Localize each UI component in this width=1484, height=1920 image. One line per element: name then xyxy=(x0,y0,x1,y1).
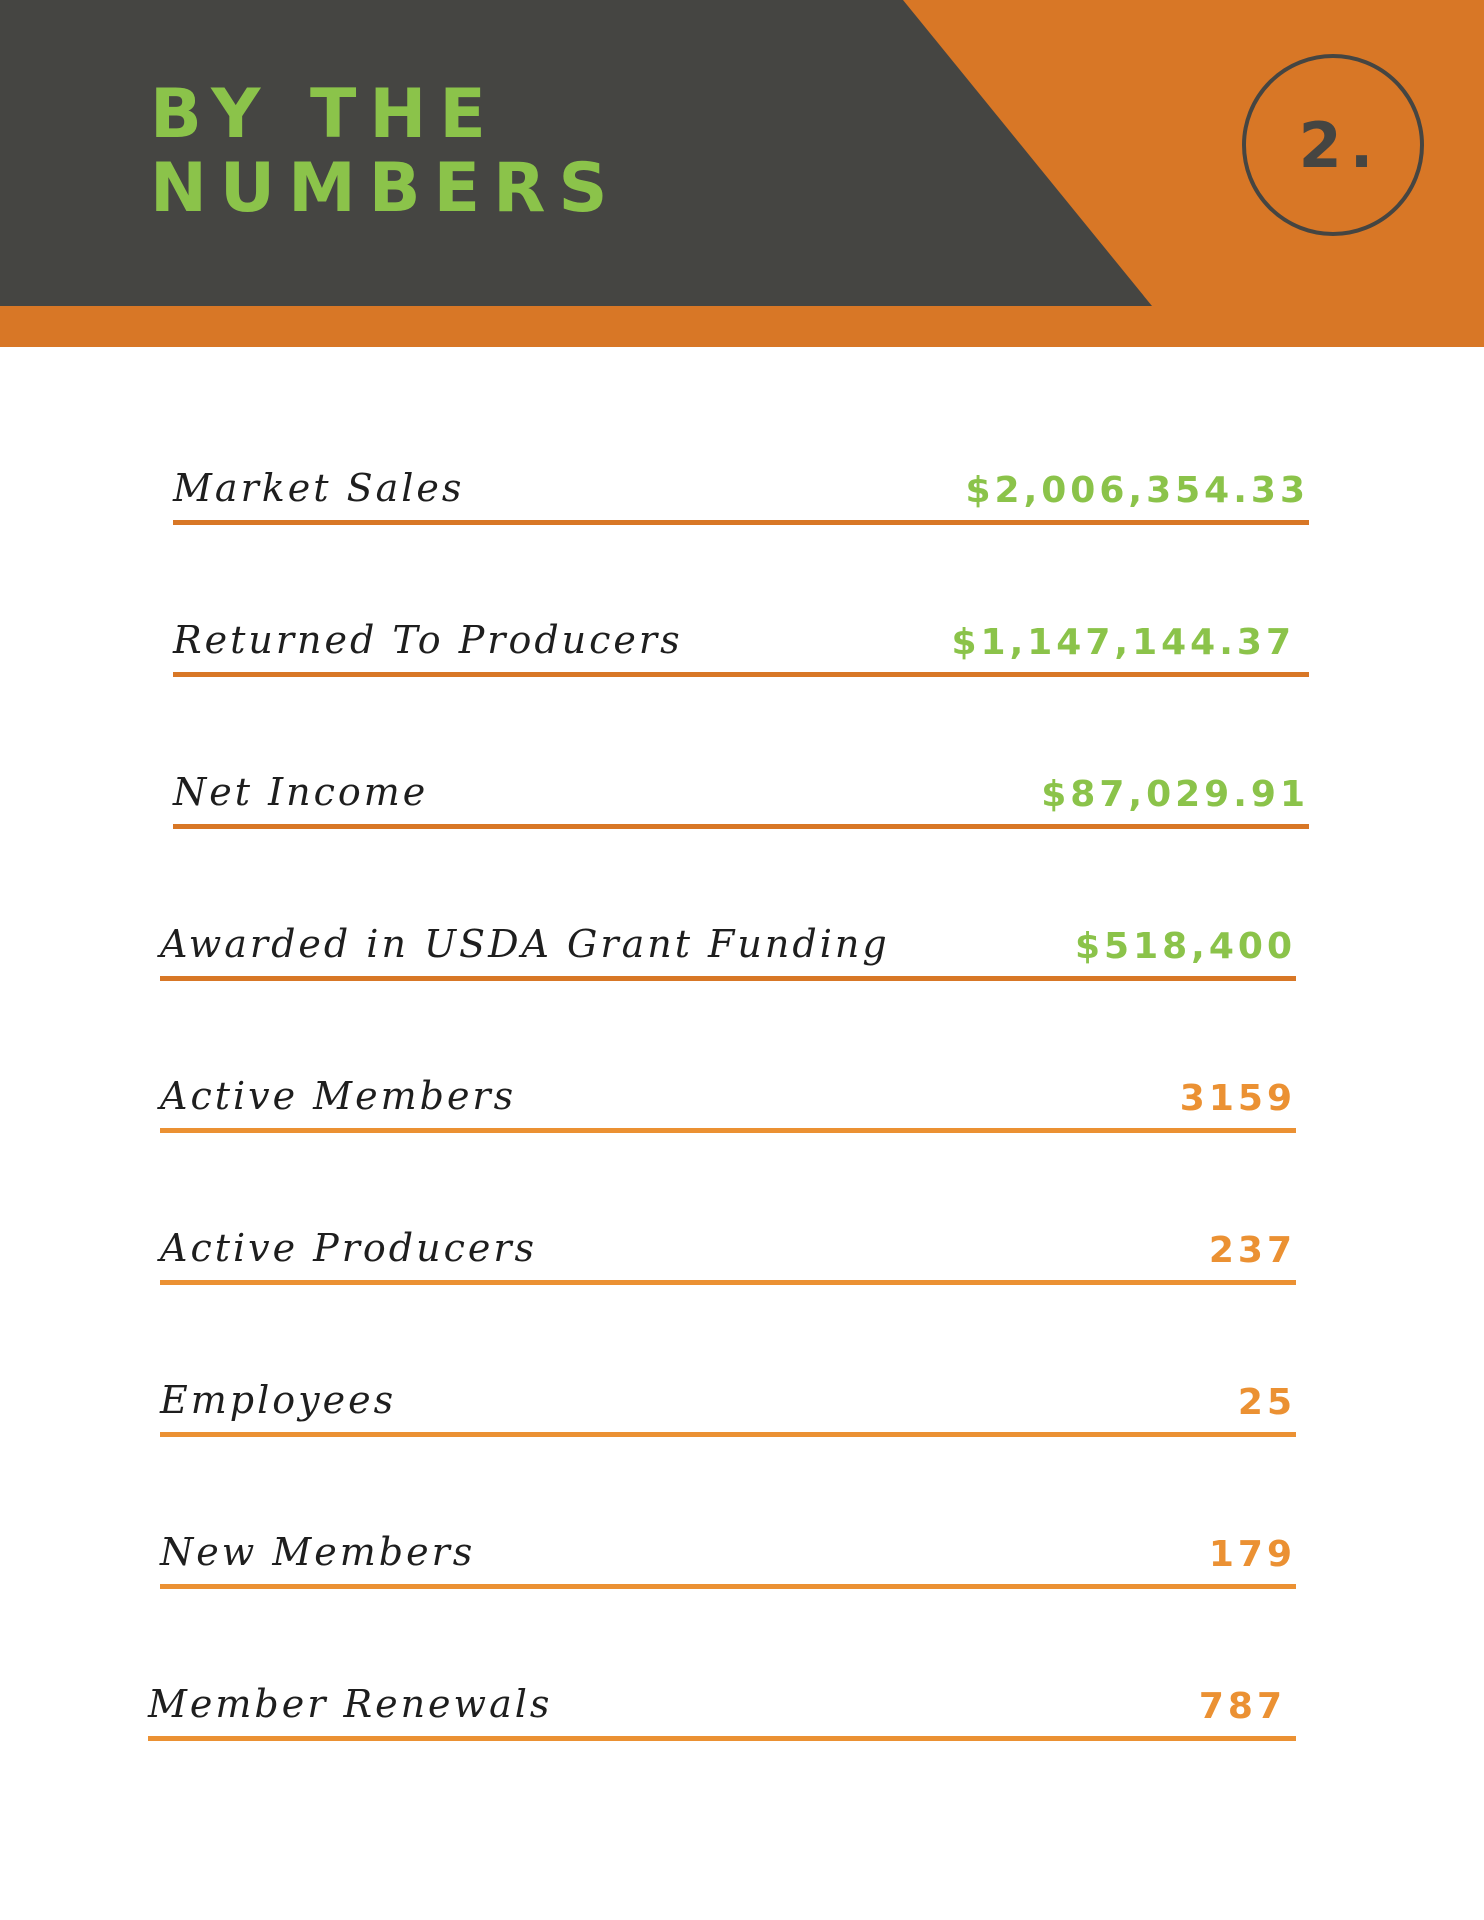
stat-value: $2,006,354.33 xyxy=(965,470,1309,511)
stat-row-employees xyxy=(160,1332,1296,1437)
stat-row-net-income xyxy=(173,724,1309,829)
page-number: 2. xyxy=(1298,108,1382,182)
stat-value: $1,147,144.37 xyxy=(951,622,1295,663)
page-title-line-1: BY THE xyxy=(150,75,499,154)
stat-label: Awarded in USDA Grant Funding xyxy=(160,922,890,966)
stat-row-active-members xyxy=(160,1028,1296,1133)
stat-row-new-members xyxy=(160,1484,1296,1589)
page-title-line-2: NUMBERS xyxy=(150,149,621,228)
stat-value: $518,400 xyxy=(1074,926,1296,967)
stat-label: Net Income xyxy=(173,770,429,814)
stat-label: Member Renewals xyxy=(148,1682,553,1726)
stat-label: Active Members xyxy=(160,1074,517,1118)
stat-row-returned-to-producers xyxy=(173,572,1309,677)
stat-label: Returned To Producers xyxy=(173,618,683,662)
stat-value: $87,029.91 xyxy=(1041,774,1309,815)
stat-row-market-sales xyxy=(173,420,1309,525)
stat-row-member-renewals xyxy=(148,1636,1296,1741)
stat-label: Active Producers xyxy=(160,1226,538,1270)
stat-label: Market Sales xyxy=(173,466,465,510)
stat-row-usda-grant-funding xyxy=(160,876,1296,981)
stat-value: 25 xyxy=(1237,1382,1296,1423)
stat-row-active-producers xyxy=(160,1180,1296,1285)
stat-label: Employees xyxy=(160,1378,397,1422)
stat-label: New Members xyxy=(160,1530,476,1574)
stat-value: 3159 xyxy=(1179,1078,1296,1119)
stat-value: 179 xyxy=(1208,1534,1296,1575)
stat-value: 787 xyxy=(1198,1686,1286,1727)
stat-value: 237 xyxy=(1208,1230,1296,1271)
